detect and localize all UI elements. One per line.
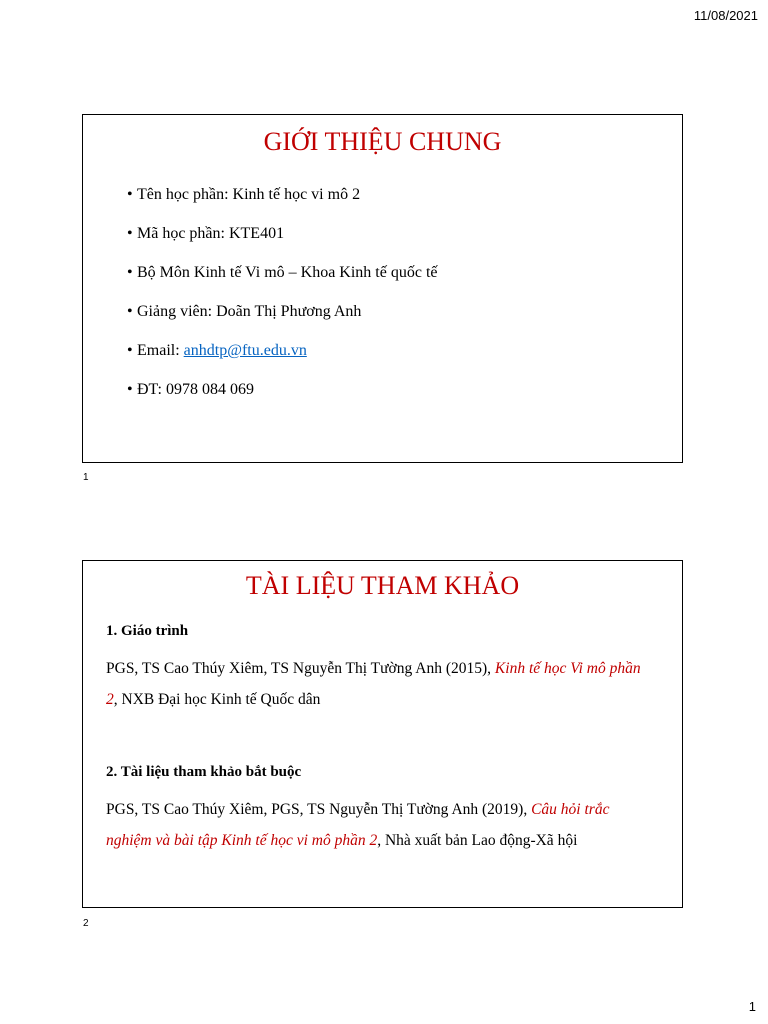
- list-item: [127, 341, 438, 361]
- bullet-icon: •: [127, 186, 133, 203]
- list-item: [127, 302, 438, 322]
- slide-references: [82, 560, 683, 908]
- bullet-icon: •: [127, 264, 133, 281]
- slide-title: GIỚI THIỆU CHUNG: [263, 127, 502, 156]
- list-item: [127, 263, 438, 283]
- reference-authors: PGS, TS Cao Thúy Xiêm, PGS, TS Nguyễn Thị Tường Anh (2019),: [106, 801, 532, 818]
- reference-required: [106, 794, 651, 856]
- bullet-icon: •: [127, 381, 133, 398]
- print-date: 11/08/2021: [693, 8, 758, 23]
- list-item: [127, 224, 438, 244]
- phone-text: ĐT: 0978 084 069: [137, 381, 254, 398]
- section-heading-textbook: 1. Giáo trình: [106, 623, 189, 639]
- course-name-text: Tên học phần: Kinh tế học vi mô 2: [137, 186, 361, 203]
- reference-authors: PGS, TS Cao Thúy Xiêm, TS Nguyễn Thị Tường Anh (2015),: [106, 660, 495, 677]
- list-item: [127, 185, 438, 205]
- department-text: Bộ Môn Kinh tế Vi mô – Khoa Kinh tế quốc tế: [137, 264, 438, 281]
- page-number: 1: [748, 999, 756, 1014]
- section-heading-required: 2. Tài liệu tham khảo bắt buộc: [106, 764, 302, 780]
- bullet-icon: •: [127, 342, 133, 359]
- slide-intro: [82, 114, 683, 463]
- reference-publisher: , NXB Đại học Kinh tế Quốc dân: [113, 691, 321, 708]
- course-code-text: Mã học phần: KTE401: [137, 225, 285, 242]
- reference-publisher: , Nhà xuất bản Lao động-Xã hội: [377, 832, 578, 849]
- reference-textbook: [106, 653, 651, 715]
- reference-book-title: Kinh tế học Vi mô phần 2: [106, 660, 641, 708]
- email-label: Email:: [137, 342, 184, 359]
- slide-number: 1: [83, 472, 89, 483]
- email-link[interactable]: anhdtp@ftu.edu.vn: [183, 342, 307, 359]
- intro-bullet-list: [127, 185, 438, 419]
- slide-number: 2: [83, 918, 89, 929]
- reference-book-title: Câu hỏi trắc nghiệm và bài tập Kinh tế học vi mô phần 2: [106, 801, 610, 849]
- bullet-icon: •: [127, 303, 133, 320]
- bullet-icon: •: [127, 225, 133, 242]
- slide-title: TÀI LIỆU THAM KHẢO: [245, 571, 520, 600]
- list-item: [127, 380, 438, 400]
- lecturer-text: Giảng viên: Doãn Thị Phương Anh: [137, 303, 362, 320]
